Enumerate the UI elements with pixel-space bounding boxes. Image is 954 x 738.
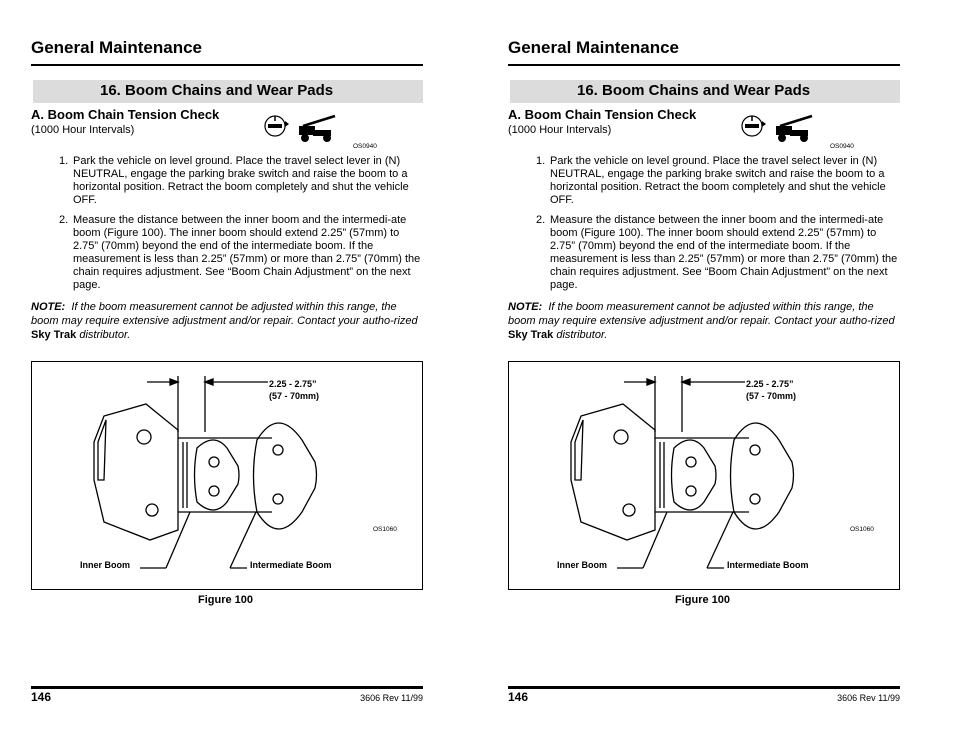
step-number: 1. [536, 155, 546, 167]
footer-rule [31, 686, 423, 689]
header-rule [508, 64, 900, 66]
inner-boom-label: Inner Boom [557, 560, 608, 570]
note-end: distributor. [79, 329, 131, 341]
figure-code: OS1060 [373, 526, 397, 533]
section-title-bar [510, 80, 900, 103]
step-number: 1. [59, 155, 69, 167]
page-number: 146 [508, 690, 529, 704]
step-1 [536, 155, 898, 207]
intermediate-boom-label: Intermediate Boom [727, 560, 809, 570]
step-2 [536, 214, 898, 292]
note-label: NOTE: [508, 301, 543, 313]
step-text: Park the vehicle on level ground. Place the travel select lever in (N) NEUTRAL, engage the parking brake switch and raise the boom to a horizontal position. Retract the boom completely and shut the vehicle OFF. [73, 155, 409, 206]
step-number: 2. [59, 214, 69, 226]
icon-code: OS0940 [353, 143, 377, 150]
note-paragraph [508, 300, 900, 342]
subsection-title: A. Boom Chain Tension Check [508, 107, 697, 122]
manual-page-left [31, 0, 423, 738]
section-title-bar [33, 80, 423, 103]
step-text: Measure the distance between the inner boom and the intermedi-ate boom (Figure 100). The inner boom should extend 2.25” (57mm) to 2.75” (70mm) beyond the end of the intermediate boom. If the measurement is less than 2.25” (57mm) or more than 2.75” (70mm) the chain requires adjustment. See “Boom Chain Adjustment” on the next page. [550, 214, 898, 291]
step-2 [59, 214, 421, 292]
step-text: Park the vehicle on level ground. Place the travel select lever in (N) NEUTRAL, engage the parking brake switch and raise the boom to a horizontal position. Retract the boom completely and shut the vehicle OFF. [550, 155, 886, 206]
maintenance-interval-icon [263, 112, 343, 152]
revision-code: 3606 Rev 11/99 [360, 693, 423, 703]
step-1 [59, 155, 421, 207]
dimension-label: 2.25 - 2.75” [746, 379, 794, 389]
note-text: If the boom measurement cannot be adjusted within this range, the boom may require extensive adjustment and/or repair. Contact your autho-rized [31, 301, 418, 327]
brand-name: Sky Trak [31, 329, 77, 341]
step-number: 2. [536, 214, 546, 226]
figure-box [31, 361, 423, 590]
brand-name: Sky Trak [508, 329, 554, 341]
page-number: 146 [31, 690, 52, 704]
dimension-metric-label: (57 - 70mm) [746, 391, 797, 401]
section-title: 16. Boom Chains and Wear Pads [577, 82, 811, 99]
manual-page-right [508, 0, 900, 738]
interval-text: (1000 Hour Intervals) [31, 124, 135, 136]
note-text: If the boom measurement cannot be adjusted within this range, the boom may require extensive adjustment and/or repair. Contact your autho-rized [508, 301, 895, 327]
boom-diagram [509, 362, 899, 589]
inner-boom-label: Inner Boom [80, 560, 131, 570]
footer-rule [508, 686, 900, 689]
step-text: Measure the distance between the inner boom and the intermedi-ate boom (Figure 100). The inner boom should extend 2.25” (57mm) to 2.75” (70mm) beyond the end of the intermediate boom. If the measurement is less than 2.25” (57mm) or more than 2.75” (70mm) the chain requires adjustment. See “Boom Chain Adjustment” on the next page. [73, 214, 421, 291]
dimension-metric-label: (57 - 70mm) [269, 391, 320, 401]
interval-text: (1000 Hour Intervals) [508, 124, 612, 136]
note-end: distributor. [556, 329, 608, 341]
revision-code: 3606 Rev 11/99 [837, 693, 900, 703]
subsection-title: A. Boom Chain Tension Check [31, 107, 220, 122]
boom-diagram [32, 362, 422, 589]
page-header: General Maintenance [508, 38, 680, 57]
note-paragraph [31, 300, 423, 342]
figure-box [508, 361, 900, 590]
maintenance-interval-icon [740, 112, 820, 152]
figure-caption: Figure 100 [675, 594, 731, 606]
section-title: 16. Boom Chains and Wear Pads [100, 82, 334, 99]
figure-code: OS1060 [850, 526, 874, 533]
icon-code: OS0940 [830, 143, 854, 150]
dimension-label: 2.25 - 2.75” [269, 379, 317, 389]
intermediate-boom-label: Intermediate Boom [250, 560, 332, 570]
page-header: General Maintenance [31, 38, 203, 57]
note-label: NOTE: [31, 301, 66, 313]
figure-caption: Figure 100 [198, 594, 254, 606]
header-rule [31, 64, 423, 66]
